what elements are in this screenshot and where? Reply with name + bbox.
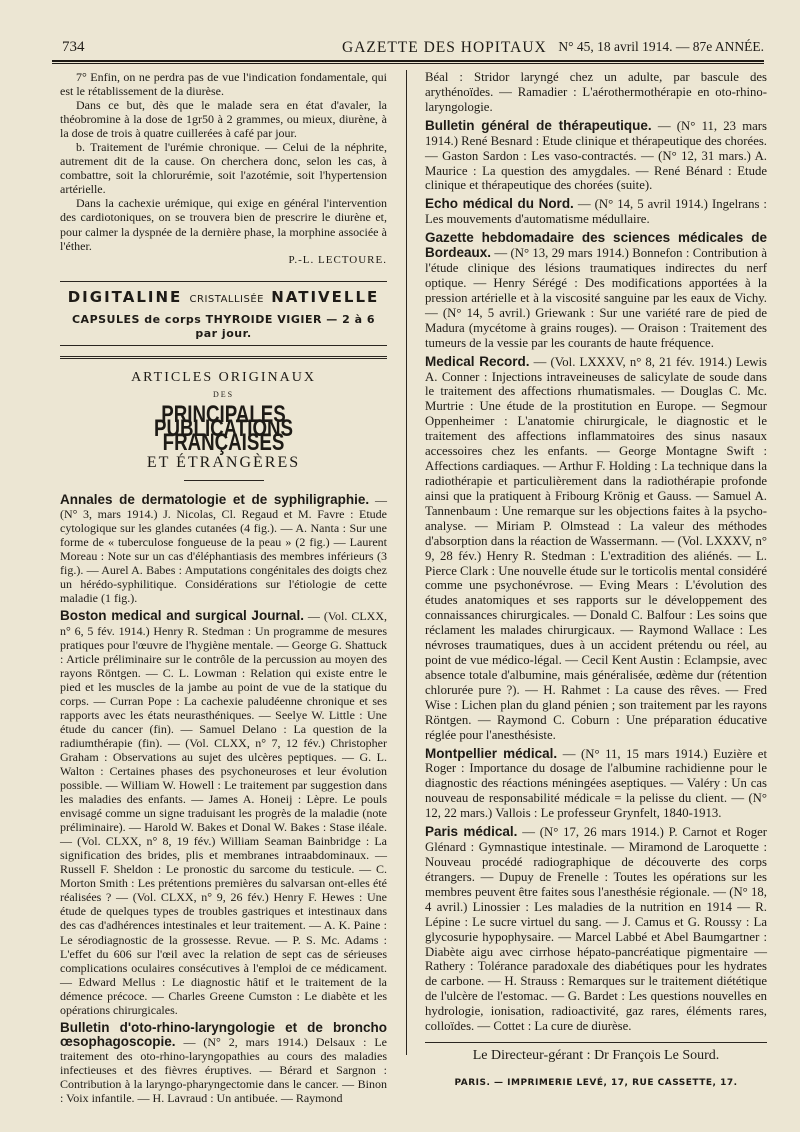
journal-entry-text: — (N° 11, 23 mars 1914.) René Besnard : Etude clinique et thérapeutique des chorées. — Gaston Sardon : Les vaso-contractés. — (N° 12, 31 mars.) A. Maurice : La question des amygdales. — René Bénard : Etude clinique et thérapeutique des chorées (suite). <box>425 118 767 193</box>
journal-entry-title: Boston medical and surgical Journal. <box>60 608 304 624</box>
journal-entry-text: — (N° 13, 29 mars 1914.) Bonnefon : Contribution à l'étude clinique des lésions traumatiques indirectes du nerf optique. — Henry Sérégé : Des modifications apportées à la pression artérielle et à la viscosité sanguine par les eaux de Vichy. — (N° 14, 5 avril.) Griewank : Sur une variété rare de pied de Madura (mycétome à grains rouges). — Oraison : Traitement des tumeurs de la vessie par les courants de haute fréquence. <box>425 246 767 350</box>
right-column <box>425 70 767 1091</box>
journal-entry-title: Montpellier médical. <box>425 745 558 761</box>
journal-entry <box>425 197 767 227</box>
issue-info: N° 45, 18 avril 1914. — 87e ANNÉE. <box>558 39 764 54</box>
journal-entry-title: Bulletin général de thérapeutique. <box>425 117 652 133</box>
journal-entry-text: Béal : Stridor laryngé chez un adulte, par bascule des arythénoïdes. — Ramadier : L'aérothermothérapie en oto-rhino-laryngologie. <box>425 70 767 114</box>
section-heading-title: PRINCIPALES PUBLICATIONS FRANÇAISES <box>153 400 294 456</box>
journal-entry-text: — (N° 11, 15 mars 1914.) Euzière et Roger : Importance du dosage de l'albumine rachidienne pour le diagnostic des réactions méningées aseptiques. — Valéry : Un cas nouveau de responsabilité médicale = la pelisse du client. — (N° 12, 22 mars.) Vallois : Le professeur Grynfelt, 1840-1913. <box>425 746 767 821</box>
journal-entry-text: — (N° 2, mars 1914.) Delsaux : Le traitement des oto-rhino-laryngopathies au cours des maladies infectieuses et des fièvres éruptives. — Bérard et Sargnon : Contribution à la laryngo-pharyngectomie dans le cancer. — Binon : Voix infantile. — H. Lavraud : Un antibuée. — Raymond <box>60 1034 387 1106</box>
header-rule-thin <box>52 63 764 64</box>
journal-entry <box>60 493 387 605</box>
journal-entry <box>425 231 767 350</box>
left-entry-list <box>60 493 387 1105</box>
page-header <box>52 34 764 60</box>
journal-entry <box>425 119 767 194</box>
journal-entry-title: Bulletin d'oto-rhino-laryngologie et de broncho œsophagoscopie. <box>60 1019 387 1049</box>
printer-line: PARIS. — IMPRIMERIE LEVÉ, 17, RUE CASSETTE, 17. <box>454 1078 738 1088</box>
journal-entry-title: Annales de dermatologie et de syphiligraphie. <box>60 492 370 508</box>
double-rule <box>60 356 387 359</box>
journal-entry-title: Gazette hebdomadaire des sciences médicales de Bordeaux. <box>425 230 767 261</box>
column-divider <box>406 70 407 1055</box>
journal-entry-text: — (Vol. LXXXV, n° 8, 21 fév. 1914.) Lewis A. Conner : Injections intraveineuses de salicylate de soude dans le traitement des affections rhumatismales. — Douglas C. Mc. Murtrie : Une étude de la prostitution en Europe. — Segmour Oppenheimer : L'anatomie chirurgicale, le diagnostic et le traitement des affections inflammatoires des sinus nasaux accessoires chez les enfants. — George Montagne Swift : Affections cardiaques. — Arthur F. Holding : La technique dans la radiothérapie et particulièrement dans la radiothérapie profonde ainsi que la pratiquent à Fribourg Krönig et Gauss. — Samuel A. Tannenbaum : Une remarque sur les objections faites à la psycho-analyse. — Miriam P. Olmstead : La valeur des méthodes d'absorption dans la réaction de Wassermann. — (Vol. LXXXV, n° 9, 28 fév.) Henry R. Stedman : L'extradition des aliénés. — L. Pierce Clark : Une nouvelle étude sur le torticolis mental considéré comme une psychonévrose. — Eving Mears : L'évolution des études anatomiques et ses rapports sur le développement des connaissances chirurgicales. — Donald C. Balfour : Les soins que réclament les malades chirurgicaux. — Raymond Wallace : Les névroses traumatiques, dues à un accident prétendu ou réel, au point de vue médico-légal. — Cecil Kent Austin : Eclampsie, avec absence totale d'albumine, mais généralisée, œdème dur (rétention chlorurée pure ?). — H. Rahmet : La cause des rêves. — Fred Wise : Lichen plan du gland pénien ; son traitement par les rayons Röntgen. — Raymond C. Coburn : Une préparation éducative réglée pour l'anesthésiste. <box>425 354 768 742</box>
journal-entry-text: — (Vol. CLXX, n° 6, 5 fév. 1914.) Henry R. Stedman : Un programme de mesures pratiques pour l'œuvre de l'hygiène mentale. — George G. Shattuck : Article préliminaire sur le contrôle de la percussion au moyen des rayons Röntgen. — C. L. Lowman : Relation qui existe entre le pied et les muscles de la jambe au point de vue de la statique du corps. — Curran Pope : La cachexie paludéenne chronique et ses rapports avec les états neurasthéniques. — Seelye W. Little : Une étude du cancer (fin). — Samuel Delano : La question de la radiumthérapie (fin). — (Vol. CLXX, n° 7, 12 fév.) Christopher Graham : Observations au sujet des ulcères peptiques. — G. L. Walton : Certaines phases des psychoneuroses et leur évolution possible. — William W. Howell : Le traitement par suggestion dans les maladies des enfants. — James A. Honeij : Lèpre. Le pouls envisagé comme un signe traduisant les progrès de la maladie (note préliminaire). — Harold W. Bakes et Donal W. Bakes : Stase iléale. — (Vol. CLXX, n° 8, 19 fév.) William Seaman Bainbridge : La signification des brides, plis et membranes intraabdominaux. — Russell F. Sheldon : Le pronostic du sarcome du testicule. — C. Morton Smith : Les prétentions premières du salvarsan ont-elles été réalisées ? — (Vol. CLXX, n° 9, 26 fév.) Henry F. Hewes : Une étude de quelques types de troubles gastriques et intestinaux dans des cas d'adhérences intestinales et leur traitement. — A. K. Paine : Le sérodiagnostic de la grossesse. Revue. — P. S. Mc. Adams : L'effet du 606 sur l'œil avec la relation de sept cas de sérieuses complications oculaires consécutives à l'emploi de ce médicament. — Edward Mellus : Le diagnostic hâtif et le traitement de la démence précoce. — Charles Greene Cumston : Le diabète et les opérations chirurgicales. <box>60 609 387 1017</box>
ad-product-qualifier: CRISTALLISÉE <box>189 293 264 305</box>
page-number: 734 <box>62 39 85 55</box>
section-heading <box>60 371 387 470</box>
right-entry-list <box>425 70 767 1034</box>
journal-entry-text: — (N° 17, 26 mars 1914.) P. Carnot et Roger Glénard : Gymnastique intestinale. — Miramond de Laroquette : Nouveau procédé radiographique de découverte des corps étrangers. — Dupuy de Frenelle : Toutes les opérations sur les membres peuvent être faites sous l'anesthésie régionale. — (N° 18, 4 avril.) Linossier : Les maladies de la nutrition en 1914 — R. Lépine : Le sucre virtuel du sang. — J. Camus et G. Roussy : La glycosurie hypophysaire. — Marcel Labbé et Abel Baumgartner : Diabète aigu avec cirrhose hépato-pancréatique pigmentaire — Rathery : Tolérance paradoxale des diabétiques pour les hydrates de carbone. — H. Strauss : Remarques sur le traitement diététique de l'ulcère de l'estomac. — G. Bardet : Les questions nouvelles en hydrologie, ionisation, radioactivité, gaz rares, éléments rares, colloïdes. — Cottet : La cure de diurèse. <box>425 825 767 1034</box>
ad-line-2: CAPSULES de corps THYROIDE VIGIER — 2 à 6 par jour. <box>71 312 376 340</box>
left-column <box>60 70 387 1109</box>
section-heading-line: DES <box>212 389 235 399</box>
journal-entry <box>425 747 767 822</box>
journal-entry-title: Medical Record. <box>425 353 530 369</box>
director-line: Le Directeur-gérant : Dr François Le Sourd. <box>472 1048 720 1064</box>
paragraph: b. Traitement de l'urémie chronique. — Celui de la néphrite, autrement dit de la cause. On cherchera donc, selon les cas, à combattre, soit la chlorurémie, soit l'azotémie, soit l'hypertension artérielle. <box>60 140 387 197</box>
advertisement <box>60 281 387 346</box>
header-rule <box>52 60 764 62</box>
journal-entry-title: Echo médical du Nord. <box>425 196 574 212</box>
journal-entry <box>425 355 767 743</box>
ad-line-1 <box>60 287 387 307</box>
journal-entry <box>425 70 767 115</box>
ad-brand: NATIVELLE <box>271 287 380 306</box>
author-signature: P.-L. LECTOURE. <box>288 253 387 266</box>
footer-rule <box>425 1042 767 1043</box>
journal-entry-text: — (N° 3, mars 1914.) J. Nicolas, Cl. Regaud et M. Favre : Etude cytologique sur les glandes cutanées (4 fig.). — A. Nanta : Sur une forme de « tuberculose fongueuse de la peau » (2 fig.) — Laurent Moreau : Note sur un cas d'éléphantiasis des membres inférieurs (3 fig.). — Aurel A. Babes : Amputations congénitales des doigts chez un hérédo-syphilitique. Considérations sur l'étiologie de cette maladie (1 fig.). <box>60 493 388 606</box>
journal-entry-text: — (N° 14, 5 avril 1914.) Ingelrans : Les mouvements d'automatisme médullaire. <box>425 197 767 227</box>
journal-title: GAZETTE DES HOPITAUX <box>342 39 547 56</box>
paragraph: 7° Enfin, on ne perdra pas de vue l'indication fondamentale, qui est le rétablissement de la diurèse. <box>60 70 387 99</box>
ornament-rule <box>184 480 264 481</box>
journal-entry-title: Paris médical. <box>425 824 518 840</box>
section-heading-line: ARTICLES ORIGINAUX <box>131 369 316 385</box>
journal-entry <box>425 825 767 1034</box>
journal-entry <box>60 1021 387 1105</box>
ad-product-name: DIGITALINE <box>67 287 183 306</box>
journal-entry <box>60 609 387 1016</box>
paragraph: Dans la cachexie urémique, qui exige en général l'intervention des cardiotoniques, on se trouvera bien de prescrire le diurène et, pour calmer la dyspnée de la dernière phase, la morphine associée à l'éther. <box>60 196 387 253</box>
paragraph: Dans ce but, dès que le malade sera en état d'avaler, la théobromine à la dose de 1gr50 à 2 grammes, ou mieux, diurène, à la dose de trois à quatre cuillerées à café par jour. <box>60 98 387 141</box>
section-heading-line: ET ÉTRANGÈRES <box>146 454 301 472</box>
